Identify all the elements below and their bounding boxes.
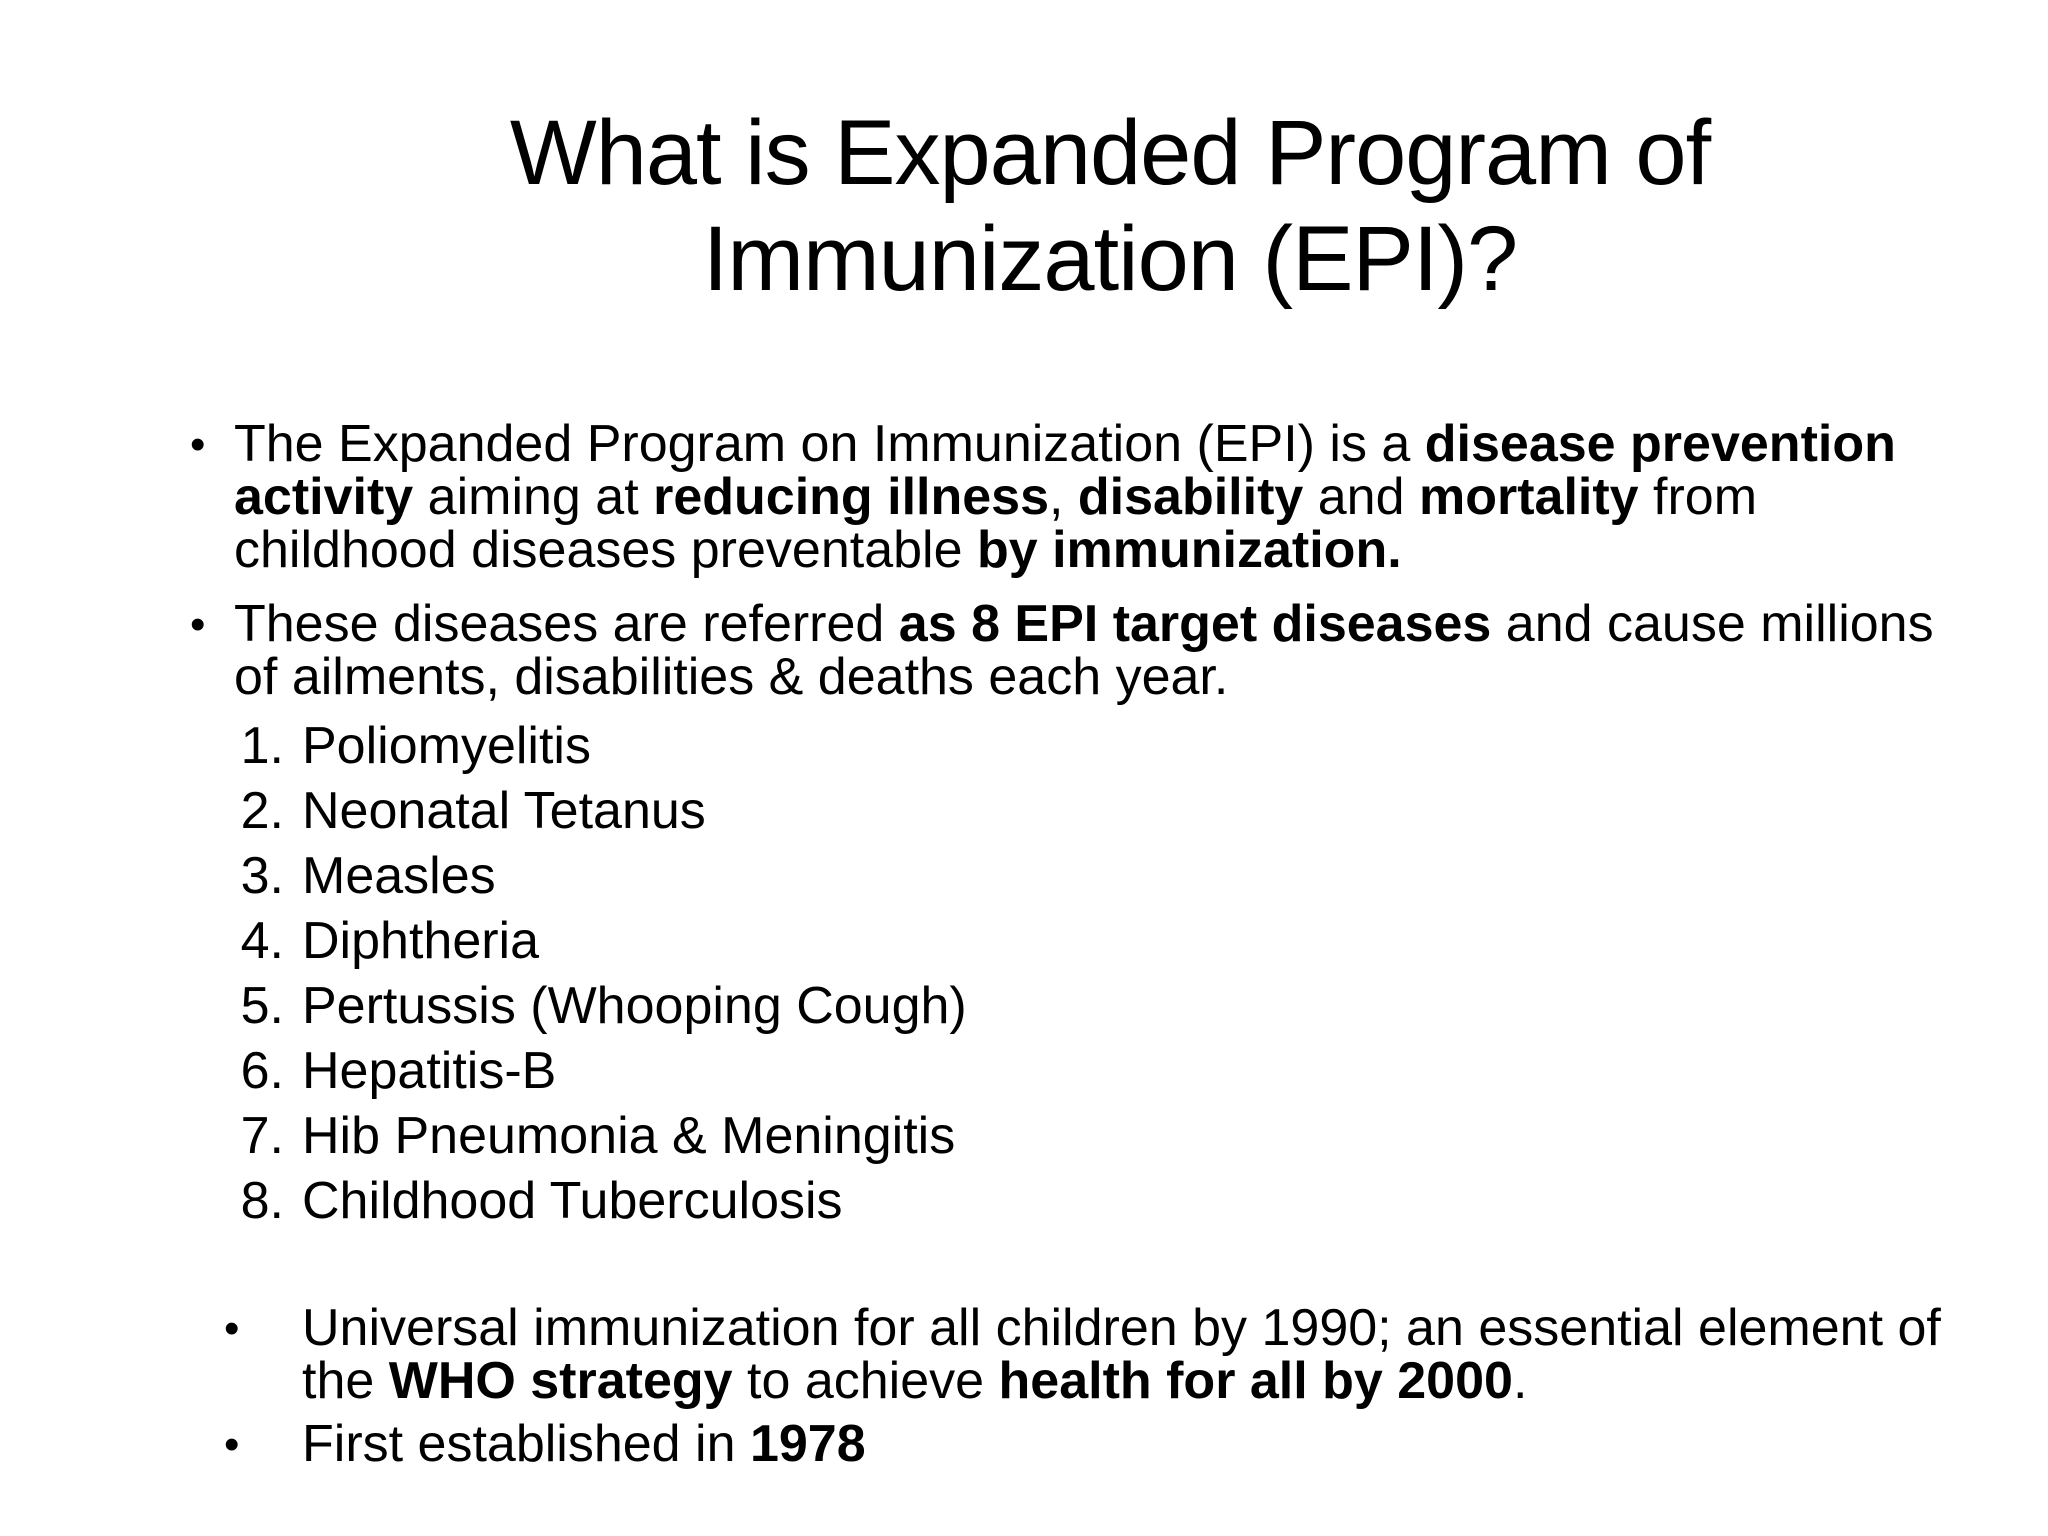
list-item bbox=[220, 714, 1420, 779]
bold-run: as 8 EPI target diseases bbox=[898, 595, 1492, 653]
list-label: Diphtheria bbox=[302, 912, 540, 970]
bold-run: mortality bbox=[1418, 468, 1639, 526]
text-run: , bbox=[1049, 468, 1078, 526]
text-run: The Expanded Program on Immunization (EPI) is a bbox=[234, 415, 1425, 473]
bullet-text bbox=[302, 1299, 1962, 1410]
bullet-icon: • bbox=[190, 600, 206, 649]
list-item bbox=[220, 779, 1420, 844]
list-label: Hepatitis-B bbox=[302, 1042, 557, 1100]
text-run: aiming at bbox=[413, 468, 654, 526]
bold-run: by immunization. bbox=[976, 521, 1402, 579]
text-run: First established in bbox=[302, 1415, 750, 1473]
list-number: 3. bbox=[240, 847, 284, 905]
list-item bbox=[220, 909, 1420, 974]
title-line-1: What is Expanded Program of bbox=[509, 102, 1711, 204]
bullet-text bbox=[234, 595, 1974, 706]
list-label: Pertussis (Whooping Cough) bbox=[302, 977, 967, 1035]
list-label: Measles bbox=[302, 847, 496, 905]
bold-run: reducing illness bbox=[653, 468, 1049, 526]
title-line-2: Immunization (EPI)? bbox=[702, 208, 1518, 310]
bullet-icon: • bbox=[224, 1420, 240, 1469]
text-run: to achieve bbox=[732, 1352, 999, 1410]
list-number: 6. bbox=[240, 1042, 284, 1100]
list-number: 2. bbox=[240, 782, 284, 840]
list-item bbox=[220, 844, 1420, 909]
list-number: 7. bbox=[240, 1107, 284, 1165]
list-number: 5. bbox=[240, 977, 284, 1035]
bullet-icon: • bbox=[224, 1304, 240, 1353]
list-number: 4. bbox=[240, 912, 284, 970]
text-run: . bbox=[1512, 1352, 1528, 1410]
disease-list bbox=[220, 714, 1420, 1234]
bold-run: health for all by 2000 bbox=[998, 1352, 1513, 1410]
bold-run: WHO strategy bbox=[388, 1352, 733, 1410]
text-run: These diseases are referred bbox=[234, 595, 899, 653]
list-number: 8. bbox=[240, 1172, 284, 1230]
list-label: Poliomyelitis bbox=[302, 717, 591, 775]
list-item bbox=[220, 1104, 1420, 1169]
list-label: Hib Pneumonia & Meningitis bbox=[302, 1107, 956, 1165]
list-number: 1. bbox=[240, 717, 284, 775]
list-label: Childhood Tuberculosis bbox=[302, 1172, 843, 1230]
text-run: and cause millions of ailments, disabilities & deaths each year. bbox=[234, 595, 1934, 706]
slide-title bbox=[440, 100, 1780, 312]
list-item bbox=[220, 974, 1420, 1039]
bold-run: disability bbox=[1077, 468, 1304, 526]
bullet-text bbox=[302, 1415, 1962, 1473]
bold-run: disease prevention activity bbox=[234, 415, 1896, 526]
list-item bbox=[220, 1169, 1420, 1234]
list-label: Neonatal Tetanus bbox=[302, 782, 706, 840]
text-run: from childhood diseases preventable bbox=[234, 468, 1758, 579]
bold-run: 1978 bbox=[749, 1415, 866, 1473]
list-item bbox=[220, 1039, 1420, 1104]
text-run: Universal immunization for all children by 1990; an essential element of the bbox=[302, 1299, 1941, 1410]
text-run: and bbox=[1303, 468, 1419, 526]
bullet-text bbox=[234, 415, 1974, 579]
bullet-icon: • bbox=[190, 420, 206, 469]
